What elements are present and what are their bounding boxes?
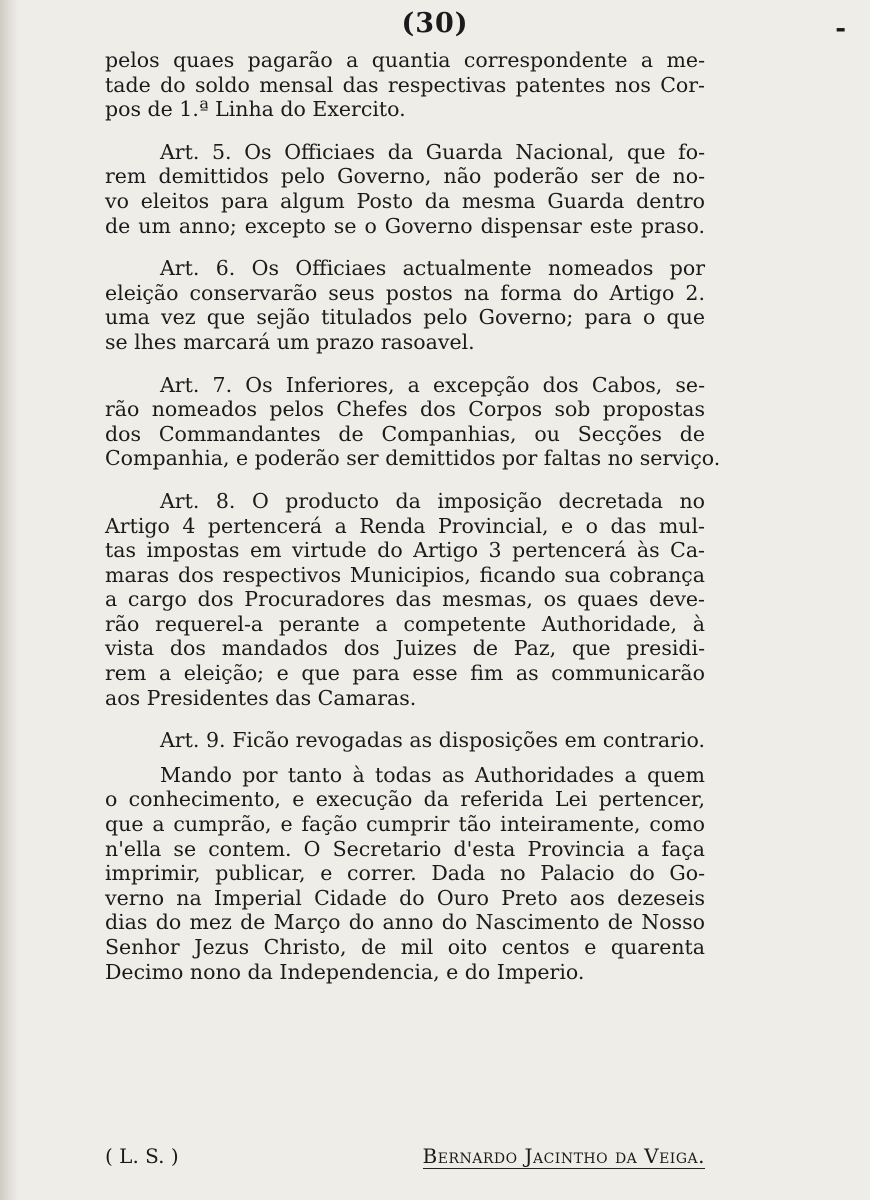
corner-mark: - [835,14,846,44]
text-line: rem demittidos pelo Governo, não poderão ser de no- [105,164,705,189]
text-line: a cargo dos Procuradores das mesmas, os quaes deve- [105,587,705,612]
text-line: aos Presidentes das Camaras. [105,685,417,710]
text-line: se lhes marcará um prazo rasoavel. [105,329,475,354]
signature-row [105,1144,705,1169]
text-line: o conhecimento, e execução da referida Lei pertencer, [105,787,705,812]
text-line: Art. 6. Os Officiaes actualmente nomeados por [160,256,705,281]
text-line: eleição conservarão seus postos na forma do Artigo 2. [105,280,705,305]
text-line: Decimo nono da Independencia, e do Imperio. [105,959,585,984]
text-line: maras dos respectivos Municipios, ficando sua cobrança [105,562,705,587]
text-line: pelos quaes pagarão a quantia correspondente a me- [105,48,705,72]
seal-mark: ( L. S. ) [105,1144,179,1168]
article-7 [105,372,721,471]
signer-name: Bernardo Jacintho da Veiga. [422,1144,705,1168]
text-line: Companhia, e poderão ser demittidos por faltas no serviço. [105,446,721,471]
text-line: pos de 1.ª Linha do Exercito. [105,97,406,122]
text-line: vo eleitos para algum Posto da mesma Guarda dentro [105,188,705,213]
text-line: que a cumprão, e fação cumprir tão inteiramente, como [105,812,705,837]
article-6 [105,256,705,354]
text-line: Art. 8. O producto da imposição decretada no [160,488,705,513]
text-line: verno na Imperial Cidade do Ouro Preto aos dezeseis [105,885,705,910]
text-line: Artigo 4 pertencerá a Renda Provincial, e o das mul- [105,513,705,538]
text-line: imprimir, publicar, e correr. Dada no Palacio do Go- [105,861,705,886]
text-line: rem a eleição; e que para esse fim as communicarão [105,661,705,686]
text-line: rão requerel-a perante a competente Authoridade, à [105,611,705,636]
paragraph-continuation [105,48,705,122]
article-5 [105,140,705,238]
text-line: uma vez que sejão titulados pelo Governo; para o que [105,305,705,330]
page-edge-shadow [0,0,18,1200]
closing-decree [105,763,705,984]
text-line: dias do mez de Março do anno do Nascimento de Nosso [105,910,705,935]
text-line: dos Commandantes de Companhias, ou Secções de [105,421,705,446]
text-line: Art. 7. Os Inferiores, a excepção dos Cabos, se- [160,372,705,397]
text-line: Mando por tanto à todas as Authoridades a quem [160,762,705,787]
article-9 [105,728,705,753]
text-line: Senhor Jezus Christo, de mil oito centos e quarenta [105,935,705,959]
text-line: vista dos mandados dos Juizes de Paz, que presidi- [105,636,705,661]
text-line: Art. 9. Ficão revogadas as disposições em contrario. [160,728,705,753]
text-line: tade do soldo mensal das respectivas patentes nos Cor- [105,72,705,97]
text-line: de um anno; excepto se o Governo dispensar este praso. [105,213,705,238]
text-line: rão nomeados pelos Chefes dos Corpos sob propostas [105,397,705,422]
text-line: tas impostas em virtude do Artigo 3 pertencerá às Ca- [105,538,705,563]
article-8 [105,489,705,710]
text-line: n'ella se contem. O Secretario d'esta Provincia a faça [105,836,705,861]
body-text [105,48,721,1002]
text-line: Art. 5. Os Officiaes da Guarda Nacional, que fo- [160,139,705,164]
page-number: (30) [401,8,469,39]
